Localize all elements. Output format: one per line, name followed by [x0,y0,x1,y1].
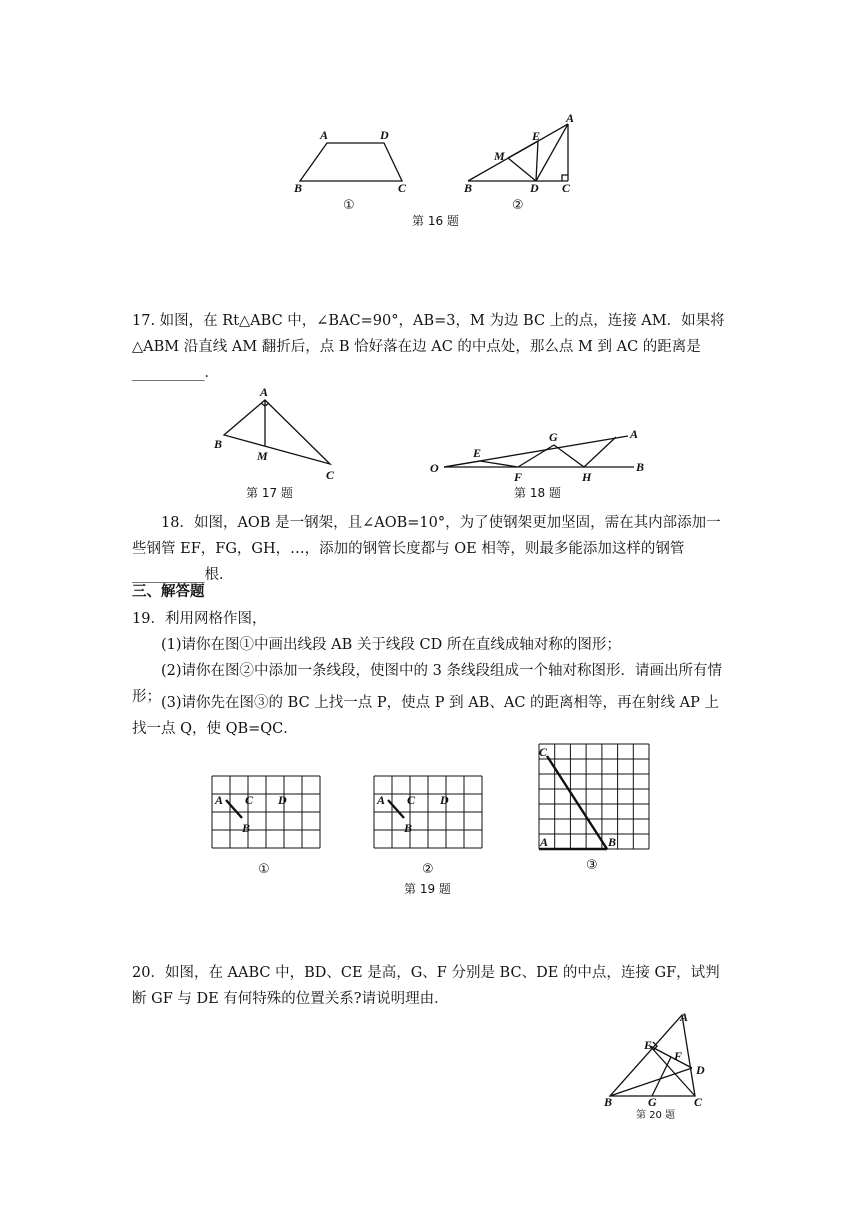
figure-20 [600,1008,715,1108]
figure-17 [210,380,350,500]
fig20-label-a: A [680,1010,689,1024]
fig16-label-c: C [398,181,407,195]
question-17: 17. 如图，在 Rt△ABC 中，∠BAC=90°，AB=3，M 为边 BC 上的点，连接 AM．如果将△ABM 沿直线 AM 翻折后，点 B 恰好落在边 AC 的中点处，那么点 M 到 AC 的距离是__________． [132,313,725,381]
grid-figure-3 [537,742,657,880]
fig18-label-b: B [636,460,645,474]
fig20-label-b: B [604,1095,613,1108]
question-20: 20．如图，在 AABC 中，BD、CE 是高，G、F 分别是 BC、DE 的中点，连接 GF，试判断 GF 与 DE 有何特殊的位置关系?请说明理由． [132,965,720,1007]
fig20-label-g: G [648,1095,657,1108]
grid1-sub: ① [258,862,270,877]
fig16-triangle-2 [468,124,568,181]
grid2-label-c: C [407,793,416,807]
fig17-caption: 第 17 题 [246,486,293,500]
grid-1-lines [212,776,320,848]
fig16-label2-e: E [532,129,541,143]
question-19-part3: (3)请你先在图③的 BC 上找一点 P，使点 P 到 AB、AC 的距离相等，再在射线 AP 上找一点 Q，使 QB=QC． [132,695,719,737]
fig18-label-f: F [514,470,523,484]
grid1-label-b: B [242,821,251,835]
fig19-caption: 第 19 题 [404,882,451,896]
grid1-label-a: A [215,793,224,807]
fig16-label2-c: C [562,181,571,195]
fig18-label-e: E [473,446,482,460]
fig18-caption: 第 18 题 [514,486,561,500]
figure-18 [428,420,658,490]
fig18-label-g: G [549,430,558,444]
fig20-label-e: E [644,1038,653,1052]
fig18-label-h: H [582,470,592,484]
question-18: 18．如图，AOB 是一钢架，且∠AOB=10°，为了使钢架更加坚固，需在其内部添加一些钢管 EF，FG，GH，…，添加的钢管长度都与 OE 相等，则最多能添加这样的钢管__________根． [132,515,721,583]
fig16-caption: 第 16 题 [412,214,459,228]
triangle-abc-17 [224,400,330,464]
question-19-title: 19．利用网格作图， [132,611,267,627]
triangle-abc-20 [610,1015,695,1096]
grid1-label-d: D [278,793,287,807]
grid-2-lines [374,776,482,848]
fig16-label-b: B [294,181,303,195]
fig17-label-m: M [257,449,268,463]
grid2-label-b: B [404,821,413,835]
fig16-sub1: ① [343,198,355,213]
grid3-segment-cb [547,756,607,849]
grid1-label-c: C [245,793,254,807]
grid2-sub: ② [422,862,434,877]
fig20-label-f: F [674,1049,683,1063]
fig16-label2-b: B [464,181,473,195]
grid2-label-a: A [377,793,386,807]
grid-figure-2 [372,774,487,884]
fig17-label-b: B [214,437,223,451]
grid3-label-b: B [608,835,617,849]
fig20-caption: 第 20 题 [636,1110,676,1121]
grid2-label-d: D [440,793,449,807]
fig17-label-a: A [260,385,269,399]
fig20-label-c: C [694,1095,703,1108]
question-19-part2: (2)请你在图②中添加一条线段，使图中的 3 条线段组成一个轴对称图形．请画出所有情形； [132,663,722,705]
fig16-label2-a: A [566,111,575,125]
fig16-label2-m: M [494,149,505,163]
grid3-label-c: C [539,745,548,759]
fig18-label-a: A [630,427,639,441]
fig17-label-c: C [326,468,335,482]
grid-3-lines [539,744,649,849]
fig18-label-o: O [430,461,439,475]
section-3-heading: 三、解答题 [132,584,205,600]
grid3-label-a: A [540,835,549,849]
grid2-segment-ab [388,800,404,818]
fig16-label-d: D [380,128,389,142]
trapezoid-abcd [300,143,402,181]
grid-figure-1 [210,774,325,884]
grid1-segment-ab [226,800,242,818]
fig16-label-a: A [320,128,329,142]
fig16-sub2: ② [512,198,524,213]
question-19-part1: (1)请你在图①中画出线段 AB 关于线段 CD 所在直线成轴对称的图形； [161,637,621,653]
fig16-label2-d: D [530,181,539,195]
fig20-label-d: D [696,1063,705,1077]
grid3-sub: ③ [586,858,598,873]
